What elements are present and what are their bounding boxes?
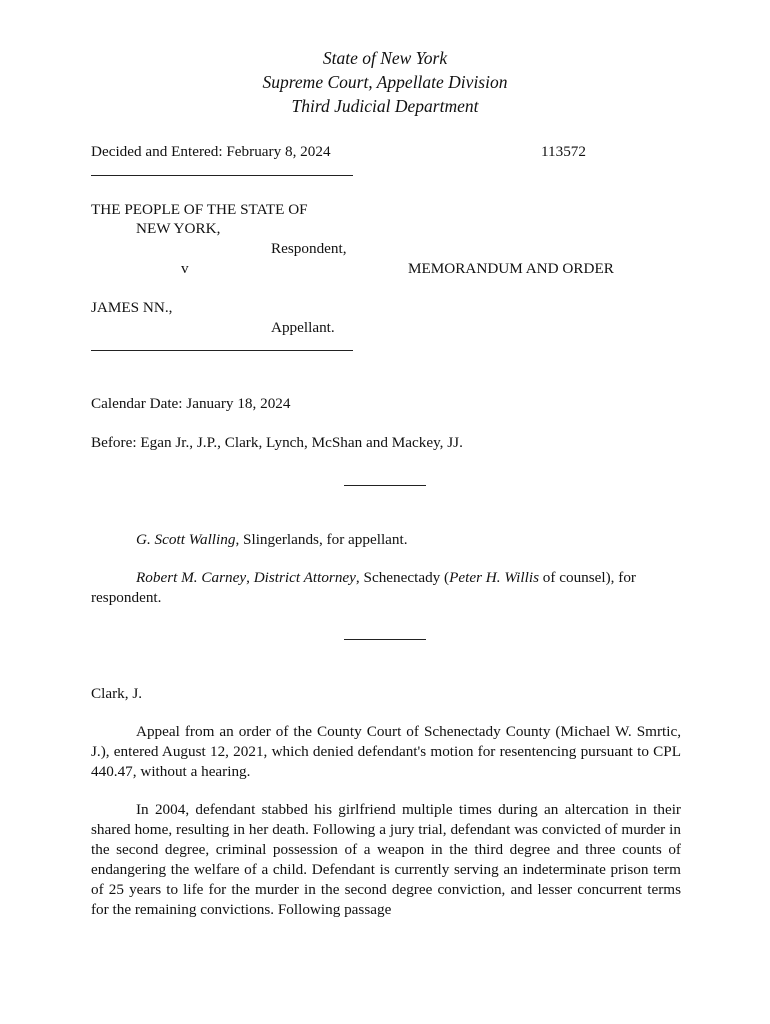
respondent-counsel-title: District Attorney <box>253 569 356 586</box>
respondent-counsel-name: Robert M. Carney <box>136 569 247 586</box>
panel-judges: Before: Egan Jr., J.P., Clark, Lynch, McShan and Mackey, JJ. <box>91 434 463 451</box>
caption-rule-bottom <box>91 350 353 351</box>
party-respondent-line2: NEW YORK, <box>136 220 221 237</box>
court-name: State of New York <box>322 48 448 68</box>
decided-date: Decided and Entered: February 8, 2024 <box>91 143 331 160</box>
paragraph-appeal: Appeal from an order of the County Court of Schenectady County (Michael W. Smrtic, J.), entered August 12, 2021, which denied defendant's motion for resentencing pursuant to CPL 440.47, without a hearing. <box>91 723 681 780</box>
docket-number: 113572 <box>541 143 586 160</box>
appellant-counsel-name: G. Scott Walling <box>136 531 236 548</box>
paragraph-facts: In 2004, defendant stabbed his girlfriend multiple times during an altercation in their shared home, resulting in her death. Following a jury trial, defendant was convicted of murder in the second degree, criminal possession of a weapon in the third degree and three counts of endangering the welfare of a child. Defendant is currently serving an indeterminate prison term of 25 years to life for the murder in the second degree conviction, and lesser concurrent terms for the remaining convictions. Following passage <box>91 801 681 918</box>
party-appellant: JAMES NN., <box>91 299 173 316</box>
court-department: Third Judicial Department <box>291 96 479 116</box>
respondent-role: Respondent, <box>271 240 347 257</box>
document-title: MEMORANDUM AND ORDER <box>408 260 614 277</box>
court-division: Supreme Court, Appellate Division <box>262 72 508 92</box>
appellant-role: Appellant. <box>271 319 335 336</box>
calendar-date: Calendar Date: January 18, 2024 <box>91 395 291 412</box>
caption-rule-top <box>91 175 353 176</box>
respondent-counsel-line2: respondent. <box>91 589 162 606</box>
party-respondent-line1: THE PEOPLE OF THE STATE OF <box>91 201 308 218</box>
of-counsel-name: Peter H. Willis <box>449 569 539 586</box>
section-divider-1 <box>344 485 426 486</box>
section-divider-2 <box>344 639 426 640</box>
opinion-author: Clark, J. <box>91 685 143 702</box>
versus: v <box>181 260 189 277</box>
respondent-counsel: Robert M. Carney, District Attorney, Schenectady (Peter H. Willis of counsel), for <box>136 569 636 586</box>
appellant-counsel: G. Scott Walling, Slingerlands, for appellant. <box>136 531 408 548</box>
